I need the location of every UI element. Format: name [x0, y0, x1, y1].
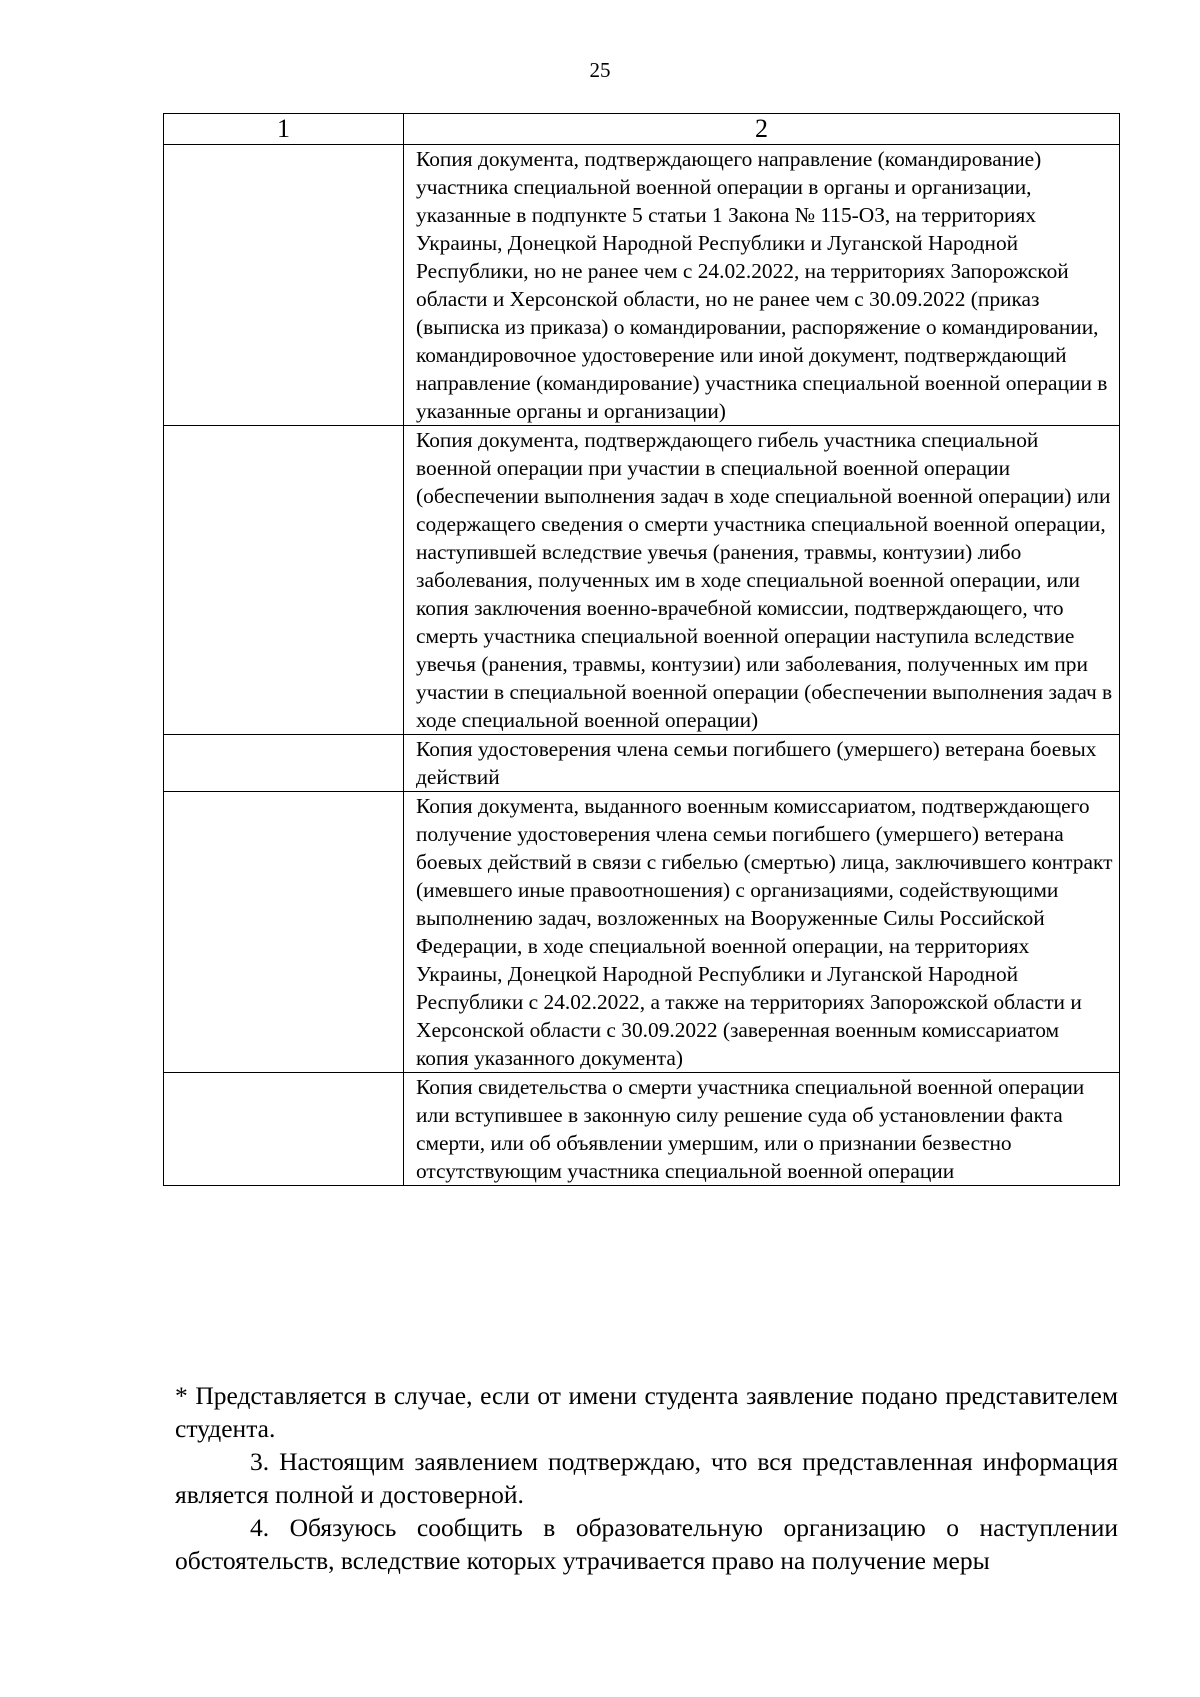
table-row — [164, 735, 1120, 792]
table-cell-number — [164, 145, 404, 426]
column-header-1: 1 — [164, 114, 404, 145]
footnote: * Представляется в случае, если от имени студента заявление подано представителем студента. — [175, 1381, 1118, 1443]
table-cell-document: Копия документа, подтверждающего направление (командирование) участника специальной военной операции в органы и организации, указанные в подпункте 5 статьи 1 Закона № 115-ОЗ, на территориях Украины, Донецкой Народной Республики и Луганской Народной Республики, но не ранее чем с 24.02.2022, на территориях Запорожской области и Херсонской области, но не ранее чем с 30.09.2022 (приказ (выписка из приказа) о командировании, распоряжение о командировании, командировочное удостоверение или иной документ, подтверждающий направление (командирование) участника специальной военной операции в указанные органы и организации) — [404, 145, 1120, 426]
table-cell-document: Копия свидетельства о смерти участника специальной военной операции или вступившее в законную силу решение суда об установлении факта смерти, или об объявлении умершим, или о признании безвестно отсутствующим участника специальной военной операции — [404, 1073, 1120, 1186]
table-cell-document: Копия документа, выданного военным комиссариатом, подтверждающего получение удостоверения члена семьи погибшего (умершего) ветерана боевых действий в связи с гибелью (смертью) лица, заключившего контракт (имевшего иные правоотношения) с организациями, содействующими выполнению задач, возложенных на Вооруженные Силы Российской Федерации, в ходе специальной военной операции, на территориях Украины, Донецкой Народной Республики и Луганской Народной Республики с 24.02.2022, а также на территориях Запорожской области и Херсонской области с 30.09.2022 (заверенная военным комиссариатом копия указанного документа) — [404, 792, 1120, 1073]
body-text — [175, 1379, 1118, 1577]
table-row — [164, 426, 1120, 735]
table-cell-document: Копия документа, подтверждающего гибель участника специальной военной операции при участии в специальной военной операции (обеспечении выполнения задач в ходе специальной военной операции) или содержащего сведения о смерти участника специальной военной операции, наступившей вследствие увечья (ранения, травмы, контузии) либо заболевания, полученных им в ходе специальной военной операции, или копия заключения военно-врачебной комиссии, подтверждающего, что смерть участника специальной военной операции наступила вследствие увечья (ранения, травмы, контузии) или заболевания, полученных им при участии в специальной военной операции (обеспечении выполнения задач в ходе специальной военной операции) — [404, 426, 1120, 735]
documents-table — [163, 113, 1120, 1186]
table-row — [164, 145, 1120, 426]
table-cell-number — [164, 426, 404, 735]
table-header-row — [164, 114, 1120, 145]
table-row — [164, 1073, 1120, 1186]
page-number: 25 — [589, 58, 611, 82]
table-cell-number — [164, 792, 404, 1073]
table-cell-number — [164, 1073, 404, 1186]
table-cell-number — [164, 735, 404, 792]
paragraph-3: 3. Настоящим заявлением подтверждаю, что вся представленная информация является полной и достоверной. — [175, 1447, 1118, 1509]
table-row — [164, 792, 1120, 1073]
column-header-2: 2 — [404, 114, 1120, 145]
paragraph-4: 4. Обязуюсь сообщить в образовательную организацию о наступлении обстоятельств, вследствие которых утрачивается право на получение меры — [175, 1513, 1118, 1575]
table-cell-document: Копия удостоверения члена семьи погибшего (умершего) ветерана боевых действий — [404, 735, 1120, 792]
